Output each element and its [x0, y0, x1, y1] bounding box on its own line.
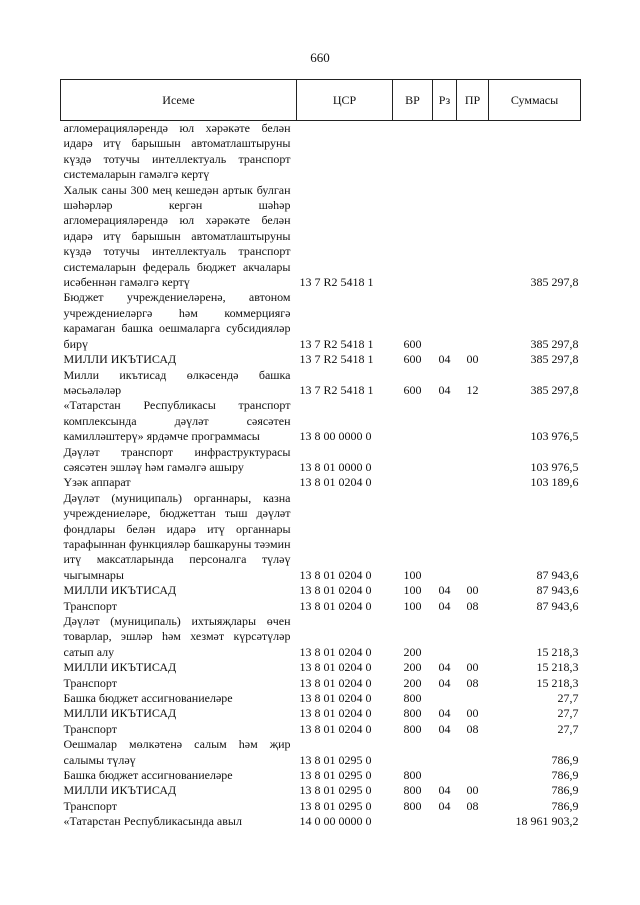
cell-pr	[457, 737, 489, 768]
cell-name: Дәүләт (муниципаль) ихтыяҗлары өчен товарлар, эшләр һәм хезмәт күрсәтүләр сатып алу	[63, 614, 291, 659]
cell-sum: 15 218,3	[536, 660, 579, 675]
cell-csr: 13 8 01 0204 0	[299, 598, 372, 613]
cell-pr: 00	[466, 352, 479, 367]
cell-name: МИЛЛИ ИКЪТИСАД	[63, 583, 177, 598]
cell-rz	[433, 768, 457, 783]
table-header	[61, 80, 581, 121]
cell-name: Башка бюджет ассигнованиеләре	[63, 768, 233, 783]
cell-sum: 27,7	[557, 691, 579, 706]
cell-csr: 13 8 01 0204 0	[299, 675, 372, 690]
cell-name: «Татарстан Республикасында авыл	[63, 814, 242, 829]
cell-csr	[297, 121, 393, 183]
cell-name: Транспорт	[63, 598, 117, 613]
cell-name: Үзәк аппарат	[63, 475, 131, 490]
budget-table	[60, 79, 581, 830]
table-row	[61, 691, 581, 706]
cell-rz: 04	[438, 660, 451, 675]
cell-pr: 00	[466, 660, 479, 675]
header-pr: ПР	[457, 80, 489, 121]
cell-pr: 08	[466, 721, 479, 736]
cell-sum: 27,7	[557, 721, 579, 736]
cell-csr: 13 8 01 0204 0	[299, 583, 372, 598]
cell-pr	[457, 691, 489, 706]
table-row	[61, 121, 581, 183]
cell-sum: 385 297,8	[530, 275, 579, 290]
table-row	[61, 599, 581, 614]
table-row	[61, 290, 581, 352]
cell-vr	[393, 814, 433, 829]
cell-csr: 14 0 00 0000 0	[299, 814, 372, 829]
cell-pr	[457, 491, 489, 583]
table-row	[61, 676, 581, 691]
cell-rz: 04	[438, 382, 451, 397]
cell-pr: 08	[466, 675, 479, 690]
cell-vr: 600	[403, 382, 422, 397]
table-row	[61, 491, 581, 583]
cell-rz	[433, 183, 457, 291]
cell-csr: 13 8 00 0000 0	[299, 429, 372, 444]
cell-name: МИЛЛИ ИКЪТИСАД	[63, 352, 177, 367]
cell-name: агломерацияләрендә юл хәрәкәте белән идарә итү барышын автоматлаштыруны күздә тотучы интеллектуаль транспорт системаларын гамәлгә кертү	[63, 121, 291, 182]
cell-pr	[457, 475, 489, 490]
cell-pr	[457, 445, 489, 476]
cell-sum: 103 976,5	[530, 459, 579, 474]
table-row	[61, 475, 581, 490]
cell-vr: 200	[403, 660, 422, 675]
cell-csr: 13 7 R2 5418 1	[299, 352, 374, 367]
cell-name: МИЛЛИ ИКЪТИСАД	[63, 783, 177, 798]
cell-pr	[457, 183, 489, 291]
table-row	[61, 614, 581, 660]
cell-pr	[457, 398, 489, 444]
cell-rz: 04	[438, 352, 451, 367]
cell-csr: 13 8 01 0295 0	[299, 752, 372, 767]
cell-vr: 600	[403, 352, 422, 367]
cell-rz: 04	[438, 798, 451, 813]
cell-vr: 800	[403, 721, 422, 736]
cell-name: Дәүләт транспорт инфраструктурасы сәясәтен эшләү һәм гамәлгә ашыру	[63, 444, 291, 474]
cell-csr: 13 8 01 0204 0	[299, 567, 372, 582]
cell-csr: 13 8 01 0204 0	[299, 706, 372, 721]
cell-sum: 27,7	[557, 706, 579, 721]
cell-csr: 13 8 01 0295 0	[299, 768, 372, 783]
cell-name: Милли икътисад өлкәсендә башка мәсьәләләр	[63, 367, 291, 397]
table-row	[61, 783, 581, 798]
cell-sum: 385 297,8	[530, 352, 579, 367]
cell-vr	[393, 398, 433, 444]
cell-csr: 13 7 R2 5418 1	[299, 336, 374, 351]
cell-vr	[393, 475, 433, 490]
cell-pr: 00	[466, 583, 479, 598]
cell-csr: 13 7 R2 5418 1	[299, 275, 374, 290]
header-name: Исеме	[61, 80, 297, 121]
cell-csr: 13 8 01 0000 0	[299, 459, 372, 474]
cell-name: Транспорт	[63, 798, 117, 813]
cell-rz: 04	[438, 706, 451, 721]
cell-vr: 600	[403, 336, 422, 351]
table-row	[61, 583, 581, 598]
table-row	[61, 799, 581, 814]
table-row	[61, 706, 581, 721]
cell-vr	[393, 445, 433, 476]
cell-csr: 13 8 01 0204 0	[299, 691, 372, 706]
cell-rz	[433, 691, 457, 706]
cell-name: Халык саны 300 мең кешедән артык булган шәһәрләр кергән шәһәр агломерацияләрендә юл хәрәкәте белән идарә итү барышын автоматлаштыруны күздә тотучы интеллектуаль транспорт системаларын федераль бюджет акчалары исәбеннән гамәлгә кертү	[63, 182, 291, 290]
cell-rz	[433, 491, 457, 583]
cell-rz: 04	[438, 721, 451, 736]
table-row	[61, 722, 581, 737]
header-vr: ВР	[393, 80, 433, 121]
cell-pr: 08	[466, 798, 479, 813]
cell-sum: 786,9	[551, 752, 579, 767]
cell-sum: 103 189,6	[530, 475, 579, 490]
cell-pr: 08	[466, 598, 479, 613]
cell-name: Дәүләт (муниципаль) органнары, казна учреждениеләре, бюджеттан тыш дәүләт фондлары белән идарә итү органнары тарафыннан функцияләр башкаруны тәэмин итү максатларында персоналга түләү чыгымнары	[63, 490, 291, 582]
cell-name: Транспорт	[63, 675, 117, 690]
cell-pr	[457, 614, 489, 660]
cell-sum: 786,9	[551, 798, 579, 813]
cell-csr: 13 8 01 0295 0	[299, 783, 372, 798]
cell-csr: 13 8 01 0204 0	[299, 721, 372, 736]
cell-name: Оешмалар мөлкәтенә салым һәм җир салымы түләү	[63, 737, 291, 767]
cell-vr	[393, 121, 433, 183]
page-number: 660	[310, 50, 330, 65]
cell-vr: 800	[403, 768, 422, 783]
cell-sum: 15 218,3	[536, 675, 579, 690]
cell-sum: 87 943,6	[536, 598, 579, 613]
table-row	[61, 183, 581, 291]
cell-rz	[433, 398, 457, 444]
cell-csr: 13 7 R2 5418 1	[299, 382, 374, 397]
cell-sum: 385 297,8	[530, 382, 579, 397]
cell-csr: 13 8 01 0204 0	[299, 644, 372, 659]
cell-vr: 800	[403, 691, 422, 706]
cell-vr	[393, 737, 433, 768]
cell-vr: 100	[403, 598, 422, 613]
cell-vr	[393, 183, 433, 291]
cell-vr: 800	[403, 798, 422, 813]
cell-name: Бюджет учреждениеләренә, автоном учреждениеләргә һәм коммерциягә карамаган башка оешмаларга субсидияләр бирү	[63, 290, 291, 351]
table-row	[61, 368, 581, 399]
cell-rz: 04	[438, 583, 451, 598]
cell-pr	[457, 814, 489, 829]
cell-name: МИЛЛИ ИКЪТИСАД	[63, 660, 177, 675]
cell-vr: 200	[403, 644, 422, 659]
cell-rz	[433, 614, 457, 660]
cell-name: Башка бюджет ассигнованиеләре	[63, 691, 233, 706]
cell-csr: 13 8 01 0295 0	[299, 798, 372, 813]
cell-pr	[457, 290, 489, 352]
cell-pr	[457, 121, 489, 183]
cell-name: МИЛЛИ ИКЪТИСАД	[63, 706, 177, 721]
cell-name: «Татарстан Республикасы транспорт комплексында дәүләт сәясәтен камилләштерү» ярдәмче программасы	[63, 398, 291, 444]
cell-csr: 13 8 01 0204 0	[299, 660, 372, 675]
cell-sum	[489, 121, 581, 183]
header-rz: Рз	[433, 80, 457, 121]
cell-sum: 786,9	[551, 783, 579, 798]
table-row	[61, 352, 581, 367]
cell-sum: 18 961 903,2	[515, 814, 579, 829]
cell-rz	[433, 475, 457, 490]
cell-rz	[433, 737, 457, 768]
cell-name: Транспорт	[63, 721, 117, 736]
cell-vr: 100	[403, 567, 422, 582]
cell-pr: 00	[466, 783, 479, 798]
cell-pr: 00	[466, 706, 479, 721]
cell-rz: 04	[438, 675, 451, 690]
table-body	[61, 121, 581, 830]
cell-rz: 04	[438, 598, 451, 613]
header-sum: Суммасы	[489, 80, 581, 121]
cell-rz	[433, 814, 457, 829]
cell-vr: 800	[403, 706, 422, 721]
cell-rz	[433, 121, 457, 183]
cell-pr: 12	[466, 382, 479, 397]
cell-rz: 04	[438, 783, 451, 798]
cell-csr: 13 8 01 0204 0	[299, 475, 372, 490]
cell-sum: 87 943,6	[536, 583, 579, 598]
table-row	[61, 814, 581, 829]
cell-vr: 100	[403, 583, 422, 598]
cell-sum: 87 943,6	[536, 567, 579, 582]
table-row	[61, 737, 581, 768]
table-row	[61, 398, 581, 444]
table-row	[61, 768, 581, 783]
cell-sum: 103 976,5	[530, 429, 579, 444]
header-csr: ЦСР	[297, 80, 393, 121]
table-row	[61, 445, 581, 476]
table-row	[61, 660, 581, 675]
cell-vr: 200	[403, 675, 422, 690]
cell-sum: 15 218,3	[536, 644, 579, 659]
cell-rz	[433, 290, 457, 352]
cell-sum: 786,9	[551, 768, 579, 783]
cell-vr: 800	[403, 783, 422, 798]
cell-rz	[433, 445, 457, 476]
cell-pr	[457, 768, 489, 783]
cell-sum: 385 297,8	[530, 336, 579, 351]
